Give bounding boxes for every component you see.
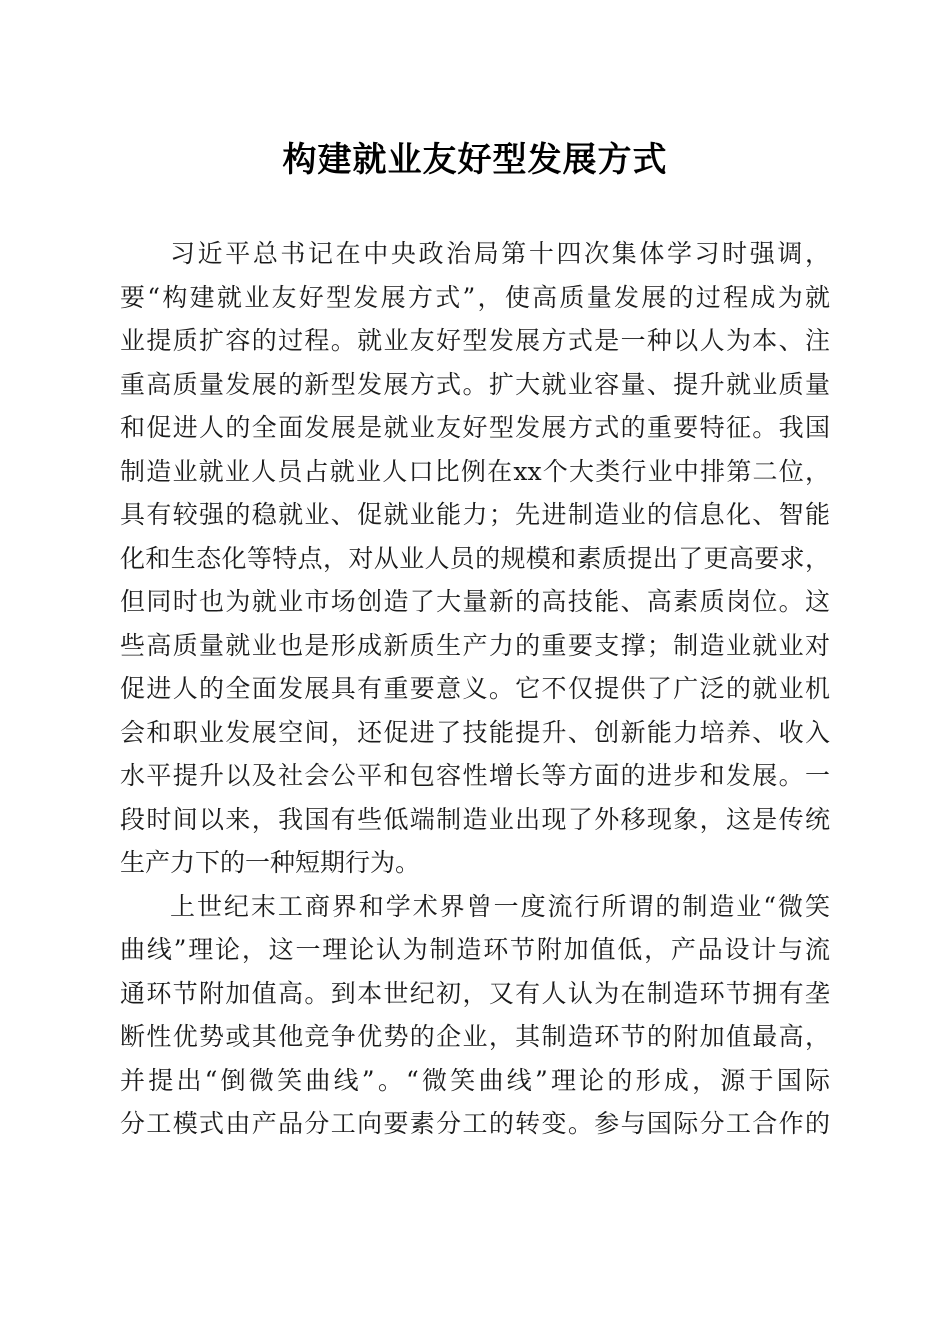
paragraph-line: 分工模式由产品分工向要素分工的转变。参与国际分工合作的 xyxy=(120,1109,830,1138)
paragraph-line: 水平提升以及社会公平和包容性增长等方面的进步和发展。一 xyxy=(120,761,830,790)
paragraph-line: 重高质量发展的新型发展方式。扩大就业容量、提升就业质量 xyxy=(120,369,830,399)
document-title: 构建就业友好型发展方式 xyxy=(282,140,668,180)
paragraph-line: 化和生态化等特点，对从业人员的规模和素质提出了更高要求， xyxy=(120,543,830,573)
paragraph-line: 具有较强的稳就业、促就业能力；先进制造业的信息化、智能 xyxy=(120,500,830,529)
paragraph-line: 断性优势或其他竞争优势的企业，其制造环节的附加值最高， xyxy=(120,1022,830,1051)
paragraph-line: 上世纪末工商界和学术界曾一度流行所谓的制造业“微笑 xyxy=(170,891,830,921)
document-body xyxy=(120,232,830,1146)
paragraph-line: 生产力下的一种短期行为。 xyxy=(120,848,421,877)
paragraph-line: 制造业就业人员占就业人口比例在xx个大类行业中排第二位， xyxy=(120,456,830,486)
paragraph-line: 曲线”理论，这一理论认为制造环节附加值低，产品设计与流 xyxy=(120,935,830,964)
paragraph-line: 段时间以来，我国有些低端制造业出现了外移现象，这是传统 xyxy=(120,804,830,834)
paragraph-1 xyxy=(120,232,830,885)
paragraph-2 xyxy=(120,885,830,1146)
paragraph-line: 和促进人的全面发展是就业友好型发展方式的重要特征。我国 xyxy=(120,413,830,442)
paragraph-line: 业提质扩容的过程。就业友好型发展方式是一种以人为本、注 xyxy=(120,326,830,355)
paragraph-line: 些高质量就业也是形成新质生产力的重要支撑；制造业就业对 xyxy=(120,630,830,660)
paragraph-line: 但同时也为就业市场创造了大量新的高技能、高素质岗位。这 xyxy=(120,587,830,616)
paragraph-line: 会和职业发展空间，还促进了技能提升、创新能力培养、收入 xyxy=(120,717,830,747)
paragraph-line: 促进人的全面发展具有重要意义。它不仅提供了广泛的就业机 xyxy=(120,674,830,703)
paragraph-line: 要“构建就业友好型发展方式”，使高质量发展的过程成为就 xyxy=(120,282,830,312)
paragraph-line: 习近平总书记在中央政治局第十四次集体学习时强调， xyxy=(170,239,830,268)
paragraph-line: 通环节附加值高。到本世纪初，又有人认为在制造环节拥有垄 xyxy=(120,978,830,1008)
paragraph-line: 并提出“倒微笑曲线”。“微笑曲线”理论的形成，源于国际 xyxy=(120,1065,830,1095)
